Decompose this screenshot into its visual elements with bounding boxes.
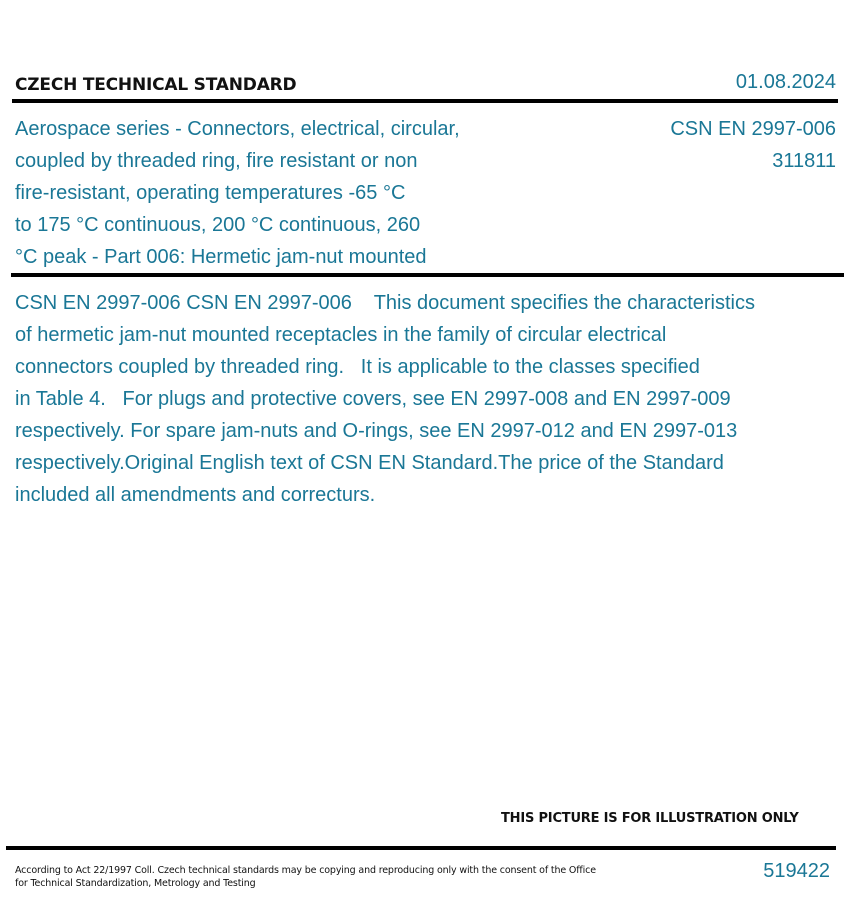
description-line: respectively.Original English text of CSN EN Standard.The price of the Standard [15,452,724,474]
description-line: of hermetic jam-nut mounted receptacles in the family of circular electrical [15,324,667,346]
document-number: 519422 [763,860,830,882]
title-line: °C peak - Part 006: Hermetic jam-nut mounted [15,246,427,268]
title-line: fire-resistant, operating temperatures -65 °C [15,182,406,204]
description-line: respectively. For spare jam-nuts and O-rings, see EN 2997-012 and EN 2997-013 [15,420,738,442]
publication-date: 01.08.2024 [735,71,836,93]
bottom-divider [6,846,836,850]
description-line: CSN EN 2997-006 CSN EN 2997-006 This document specifies the characteristics [15,292,755,314]
standard-type-heading: CZECH TECHNICAL STANDARD [15,75,297,95]
illustration-note: THIS PICTURE IS FOR ILLUSTRATION ONLY [501,811,799,826]
legal-notice [15,864,615,890]
middle-divider [11,273,844,277]
title-line: coupled by threaded ring, fire resistant or non [15,150,418,172]
standard-number: 311811 [772,150,836,172]
description-line: in Table 4. For plugs and protective covers, see EN 2997-008 and EN 2997-009 [15,388,731,410]
legal-line: for Technical Standardization, Metrology and Testing [15,878,256,889]
title-line: to 175 °C continuous, 200 °C continuous, 260 [15,214,421,236]
standard-title [15,113,535,273]
description-line: connectors coupled by threaded ring. It is applicable to the classes specified [15,356,700,378]
top-divider [12,99,838,103]
legal-line: According to Act 22/1997 Coll. Czech technical standards may be copying and reproducing only with the consent of the Office [15,865,596,876]
title-line: Aerospace series - Connectors, electrical, circular, [15,118,460,140]
standard-description [15,287,845,511]
description-line: included all amendments and correcturs. [15,484,376,506]
standard-code: CSN EN 2997-006 [670,118,836,140]
